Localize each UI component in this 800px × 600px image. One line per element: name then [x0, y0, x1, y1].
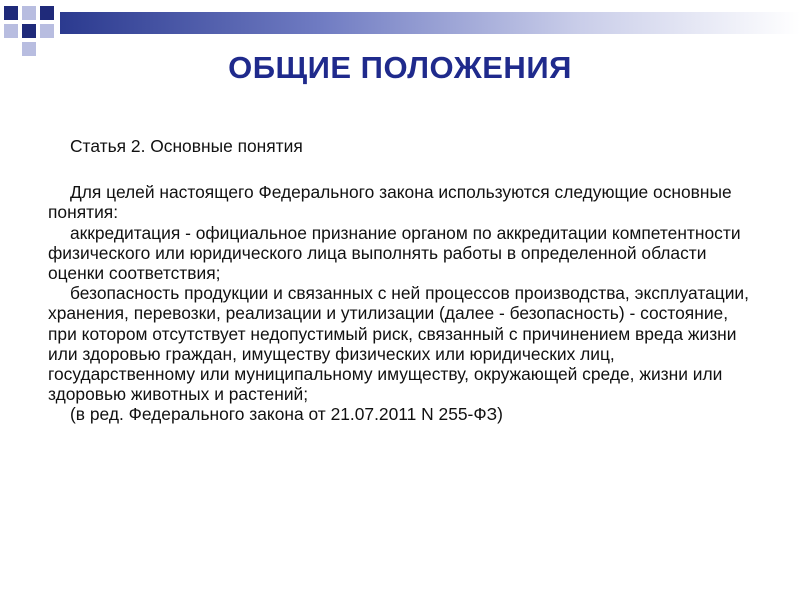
slide-body	[48, 136, 758, 425]
definition-product-safety: безопасность продукции и связанных с ней процессов производства, эксплуатации, хранения, перевозки, реализации и утилизации (далее - безопасность) - состояние, при котором отсутствует недопустимый риск, связанный с причинением вреда жизни или здоровью граждан, имуществу физических или юридических лиц, государственному или муниципальному имуществу, окружающей среде, жизни или здоровью животных и растений;	[48, 283, 749, 405]
ornament-square	[40, 6, 54, 20]
ornament-square	[22, 24, 36, 38]
slide-title: ОБЩИЕ ПОЛОЖЕНИЯ	[228, 50, 572, 85]
ornament-square	[4, 24, 18, 38]
ornament-square	[22, 6, 36, 20]
definition-accreditation: аккредитация - официальное признание органом по аккредитации компетентности физического или юридического лица выполнять работы в определенной области оценки соответствия;	[48, 222, 741, 284]
ornament-square	[4, 6, 18, 20]
body-paragraph: Для целей настоящего Федерального закона используются следующие основные понятия:	[48, 182, 732, 223]
article-heading: Статья 2. Основные понятия	[70, 136, 303, 156]
header-gradient-band	[60, 12, 800, 34]
ornament-square	[40, 24, 54, 38]
amendment-note: (в ред. Федерального закона от 21.07.2011 N 255-ФЗ)	[70, 404, 503, 425]
